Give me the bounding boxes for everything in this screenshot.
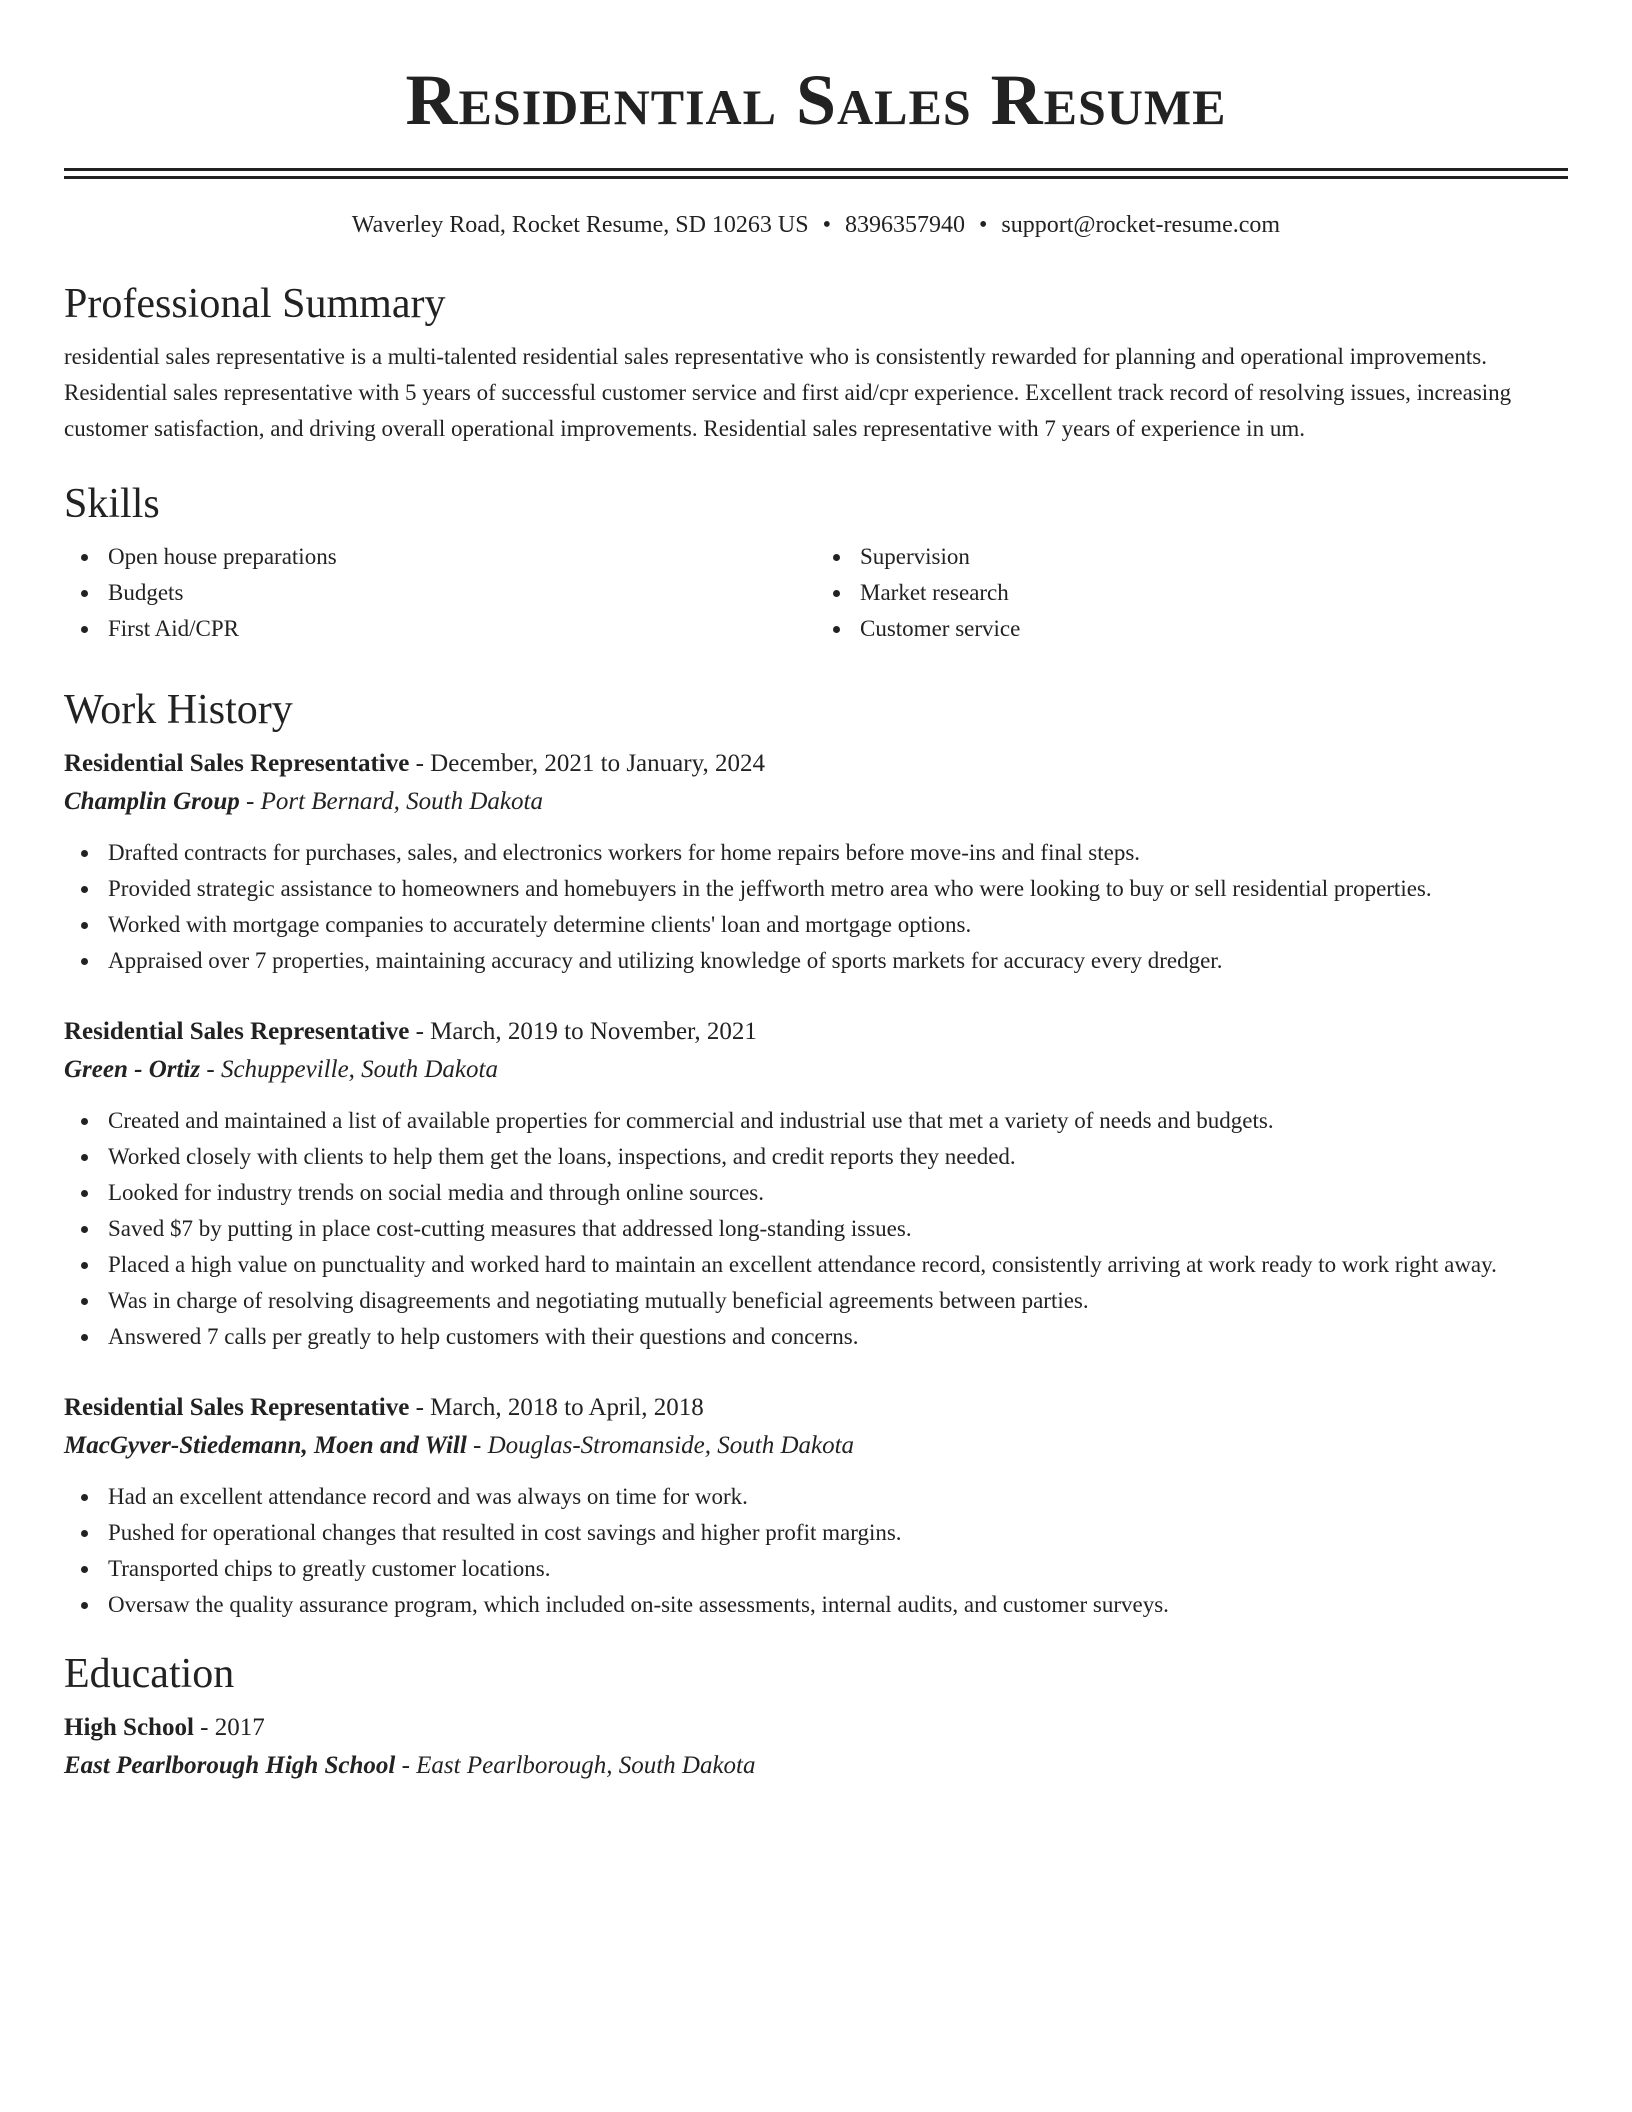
summary-heading: Professional Summary (64, 281, 446, 327)
job-bullet: Transported chips to greatly customer locations. (64, 1551, 1568, 1587)
job-bullet: Had an excellent attendance record and was always on time for work. (64, 1479, 1568, 1515)
skills-list (64, 539, 1568, 647)
job-title: Residential Sales Representative (64, 750, 410, 777)
resume-title: Residential Sales Resume (405, 60, 1227, 140)
contact-email: support@rocket-resume.com (1001, 212, 1281, 238)
job-title-line (64, 1013, 1568, 1051)
dash: - (401, 1752, 410, 1779)
contact-line (64, 209, 1568, 241)
job-bullet: Appraised over 7 properties, maintaining accuracy and utilizing knowledge of sports markets for accuracy every dredger. (64, 943, 1568, 979)
job-bullet: Drafted contracts for purchases, sales, and electronics workers for home repairs before move-ins and final steps. (64, 835, 1568, 871)
education-degree: High School (64, 1714, 194, 1741)
company-location: Schuppeville, South Dakota (220, 1056, 498, 1083)
contact-phone: 8396357940 (844, 212, 965, 238)
skills-column-right (816, 539, 1568, 647)
job-bullet: Pushed for operational changes that resulted in cost savings and higher profit margins. (64, 1515, 1568, 1551)
education-degree-line (64, 1709, 1568, 1747)
job-title-line (64, 1389, 1568, 1427)
job-bullet: Worked with mortgage companies to accurately determine clients' loan and mortgage options. (64, 907, 1568, 943)
skill-item: Budgets (64, 575, 816, 611)
job-bullet: Was in charge of resolving disagreements and negotiating mutually beneficial agreements between parties. (64, 1283, 1568, 1319)
job-title: Residential Sales Representative (64, 1394, 410, 1421)
job-entry (64, 745, 1568, 979)
job-title-line (64, 745, 1568, 783)
company-line (64, 1427, 1568, 1465)
dash: - (415, 1018, 424, 1045)
job-title: Residential Sales Representative (64, 1018, 410, 1045)
job-bullet: Answered 7 calls per greatly to help customers with their questions and concerns. (64, 1319, 1568, 1355)
company-name: Green - Ortiz (64, 1056, 201, 1083)
work-history-heading: Work History (64, 687, 293, 733)
skills-heading: Skills (64, 481, 160, 527)
dash: - (206, 1056, 215, 1083)
job-dates: March, 2019 to November, 2021 (430, 1018, 757, 1045)
job-bullet: Worked closely with clients to help them get the loans, inspections, and credit reports they needed. (64, 1139, 1568, 1175)
company-location: Port Bernard, South Dakota (260, 788, 543, 815)
job-bullets (64, 835, 1568, 979)
job-bullet: Provided strategic assistance to homeowners and homebuyers in the jeffworth metro area who were looking to buy or sell residential properties. (64, 871, 1568, 907)
skill-item: Market research (816, 575, 1568, 611)
job-dates: December, 2021 to January, 2024 (430, 750, 765, 777)
dash: - (415, 750, 424, 777)
company-location: Douglas-Stromanside, South Dakota (487, 1432, 855, 1459)
title-divider (64, 168, 1568, 179)
education-year: 2017 (214, 1714, 265, 1741)
education-heading: Education (64, 1651, 235, 1697)
skill-item: First Aid/CPR (64, 611, 816, 647)
skill-item: Open house preparations (64, 539, 816, 575)
job-bullet: Saved $7 by putting in place cost-cutting measures that addressed long-standing issues. (64, 1211, 1568, 1247)
skill-item: Supervision (816, 539, 1568, 575)
job-entry (64, 1013, 1568, 1355)
dash: - (246, 788, 255, 815)
contact-address: Waverley Road, Rocket Resume, SD 10263 US (351, 212, 809, 238)
education-school: East Pearlborough High School (64, 1752, 396, 1779)
contact-separator: • (822, 212, 831, 238)
dash: - (200, 1714, 209, 1741)
dash: - (473, 1432, 482, 1459)
contact-separator: • (978, 212, 988, 238)
job-bullets (64, 1103, 1568, 1355)
summary-text: residential sales representative is a multi-talented residential sales representative who is consistently rewarded for planning and operational improvements. Residential sales representative with 5 years of successful customer service and first aid/cpr experience. Excellent track record of resolving issues, increasing customer satisfaction, and driving overall operational improvements. Residential sales representative with 7 years of experience in um. (64, 344, 1512, 441)
job-bullet: Looked for industry trends on social media and through online sources. (64, 1175, 1568, 1211)
company-line (64, 1051, 1568, 1089)
education-location: East Pearlborough, South Dakota (416, 1752, 756, 1779)
education-school-line (64, 1747, 1568, 1785)
job-entry (64, 1389, 1568, 1623)
job-bullet: Oversaw the quality assurance program, which included on-site assessments, internal audits, and customer surveys. (64, 1587, 1568, 1623)
job-bullet: Placed a high value on punctuality and worked hard to maintain an excellent attendance record, consistently arriving at work ready to work right away. (64, 1247, 1568, 1283)
job-dates: March, 2018 to April, 2018 (430, 1394, 704, 1421)
company-line (64, 783, 1568, 821)
company-name: Champlin Group (64, 788, 240, 815)
dash: - (415, 1394, 424, 1421)
company-name: MacGyver-Stiedemann, Moen and Will (64, 1432, 467, 1459)
job-bullet: Created and maintained a list of available properties for commercial and industrial use that met a variety of needs and budgets. (64, 1103, 1568, 1139)
job-bullets (64, 1479, 1568, 1623)
skills-column-left (64, 539, 816, 647)
skill-item: Customer service (816, 611, 1568, 647)
